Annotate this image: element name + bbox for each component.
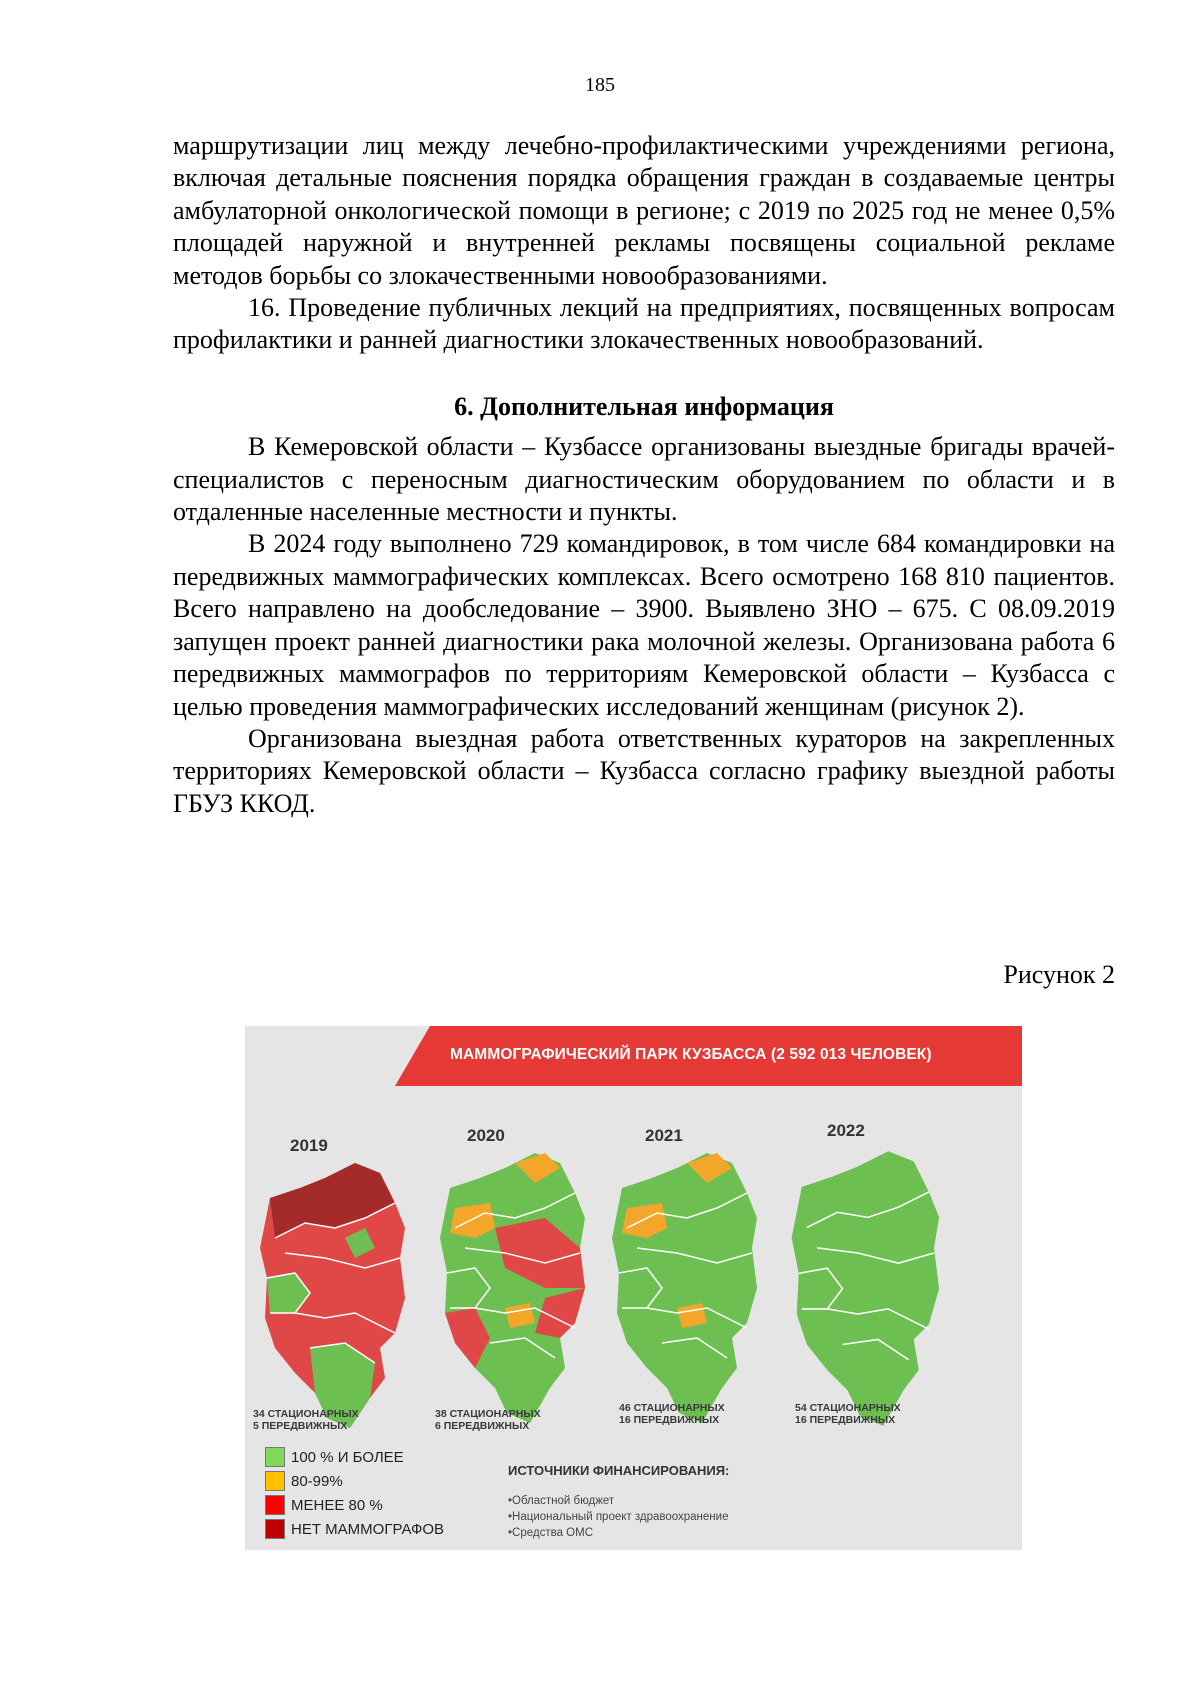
region [792, 1151, 940, 1426]
map-2020 [435, 1138, 605, 1428]
paragraph: маршрутизации лиц между лечебно-профилактическими учреждениями региона, включая детальные пояснения порядка обращения граждан в создаваемые центры амбулаторной онкологической помощи в регионе; с 2019 по 2025 год не менее 0,5% площадей наружной и внутренней рекламы посвящены социальной рекламе методов борьбы со злокачественными новообразованиями. [173, 131, 1115, 290]
capacity-mobile: 16 ПЕРЕДВИЖНЫХ [795, 1414, 896, 1426]
legend-swatch [265, 1447, 285, 1467]
capacity-stationary: 46 СТАЦИОНАРНЫХ [619, 1402, 725, 1414]
paragraph: Организована выездная работа ответственных кураторов на закрепленных территориях Кемеровской области – Кузбасса согласно графику выездной работы ГБУЗ ККОД. [173, 723, 1115, 818]
legend-swatch [265, 1471, 285, 1491]
legend-label: 80-99% [291, 1472, 343, 1490]
capacity-2019 [253, 1408, 359, 1432]
legend-item [265, 1447, 404, 1467]
document-body [173, 130, 1115, 820]
map-2021 [607, 1138, 777, 1428]
figure-label: Рисунок 2 [1003, 960, 1115, 989]
figure-title: МАММОГРАФИЧЕСКИЙ ПАРК КУЗБАССА (2 592 013 ЧЕЛОВЕК) [450, 1046, 932, 1063]
legend-item [265, 1495, 383, 1515]
funding-item: •Средства ОМС [508, 1527, 593, 1539]
funding-item: •Областной бюджет [508, 1495, 615, 1507]
capacity-2021 [619, 1402, 725, 1426]
capacity-mobile: 16 ПЕРЕДВИЖНЫХ [619, 1414, 720, 1426]
capacity-mobile: 5 ПЕРЕДВИЖНЫХ [253, 1420, 348, 1432]
capacity-stationary: 54 СТАЦИОНАРНЫХ [795, 1402, 901, 1414]
legend-item [265, 1471, 343, 1491]
funding-item: •Национальный проект здравоохранение [508, 1511, 729, 1523]
map-2019 [255, 1148, 425, 1433]
capacity-stationary: 38 СТАЦИОНАРНЫХ [435, 1408, 541, 1420]
capacity-2020 [435, 1408, 541, 1432]
year-label-2019: 2019 [290, 1136, 328, 1155]
legend-swatch [265, 1519, 285, 1539]
year-label-2020: 2020 [467, 1126, 505, 1145]
paragraph: 16. Проведение публичных лекций на предприятиях, посвященных вопросам профилактики и ранней диагностики злокачественных новообразований. [173, 293, 1115, 355]
legend-label: 100 % И БОЛЕЕ [291, 1448, 404, 1466]
year-label-2021: 2021 [645, 1126, 683, 1145]
legend-label: НЕТ МАММОГРАФОВ [291, 1520, 445, 1538]
capacity-2022 [795, 1402, 901, 1426]
section-heading: 6. Дополнительная информация [454, 391, 834, 421]
legend-label: МЕНЕЕ 80 % [291, 1496, 383, 1514]
region [612, 1153, 757, 1423]
figure-mammography-park [245, 1026, 1022, 1550]
year-label-2022: 2022 [827, 1121, 865, 1140]
page-number: 185 [585, 74, 615, 96]
capacity-stationary: 34 СТАЦИОНАРНЫХ [253, 1408, 359, 1420]
paragraph: В 2024 году выполнено 729 командировок, в том числе 684 командировки на передвижных маммографических комплексах. Всего осмотрено 168 810 пациентов. Всего направлено на дообследование – 3900. Выявлено ЗНО – 675. С 08.09.2019 запущен проект ранней диагностики рака молочной железы. Организована работа 6 передвижных маммографов по территориям Кемеровской области – Кузбасса с целью проведения маммографических исследований женщинам (рисунок 2). [173, 529, 1115, 721]
map-2022 [783, 1136, 963, 1431]
legend-item [265, 1519, 444, 1539]
paragraph: В Кемеровской области – Кузбассе организованы выездные бригады врачей-специалистов с переносным диагностическим оборудованием по области и в отдаленные населенные местности и пункты. [173, 432, 1115, 527]
capacity-mobile: 6 ПЕРЕДВИЖНЫХ [435, 1420, 530, 1432]
legend-swatch [265, 1495, 285, 1515]
funding-title: ИСТОЧНИКИ ФИНАНСИРОВАНИЯ: [508, 1463, 730, 1478]
